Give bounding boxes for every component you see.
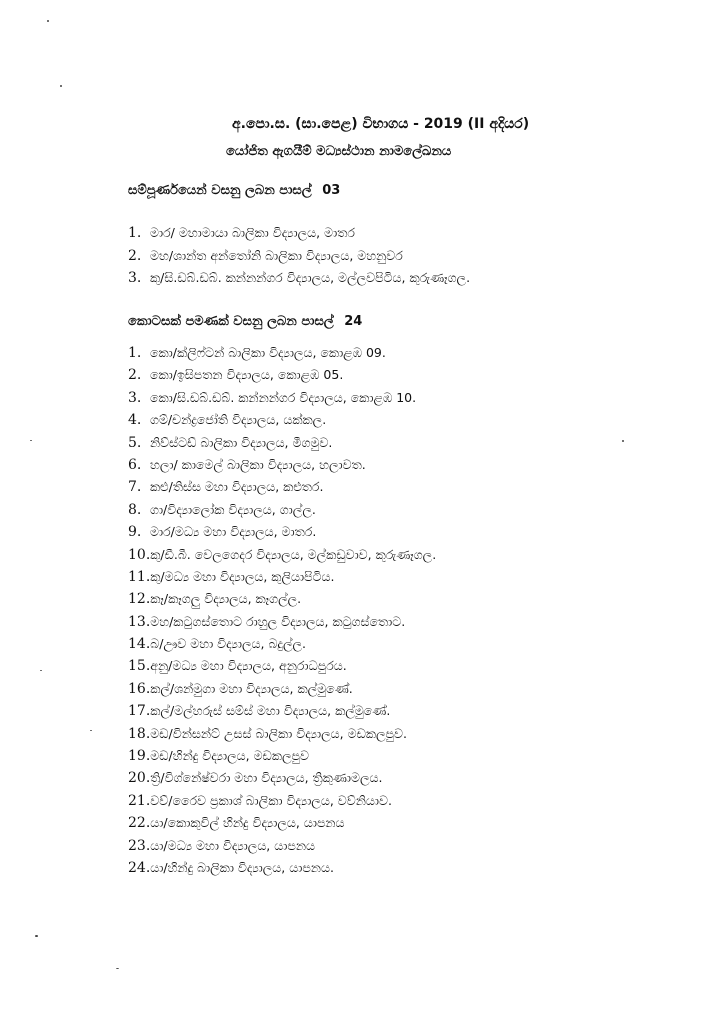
section-heading-partially-closed: [128, 314, 362, 329]
fully-closed-school-list: [128, 225, 470, 293]
section-count: 03: [322, 183, 341, 198]
item-number: 13.: [128, 613, 151, 630]
school-name: හලා/ කාමෙල් බාලිකා විද්‍යාලය, හලාවත.: [150, 456, 366, 472]
list-item: [128, 569, 436, 591]
item-number: 1.: [128, 345, 142, 361]
school-name: යා/හින්දු බාලිකා විද්‍යාලය, යාපනය.: [150, 859, 334, 875]
document-subtitle: යෝජිත ඇගයීම් මධ්‍යස්ථාන නාමලේඛනය: [226, 144, 452, 159]
section-heading-label: සම්පූර්ණයෙන් වසනු ලබන පාසල්: [128, 183, 312, 198]
school-name: නිව්ස්ටඩ් බාලිකා විද්‍යාලය, මීගමුව.: [150, 434, 333, 450]
section-heading-fully-closed: [128, 183, 340, 198]
list-item: [128, 248, 470, 271]
school-name: අනු/මධ්‍ය මහා විද්‍යාලය, අනුරාධපුරය.: [150, 658, 347, 674]
item-number: 18.: [128, 725, 151, 742]
item-number: 5.: [128, 434, 142, 451]
document-title: අ.පො.ස. (සා.පෙළ) විභාගය - 2019 (II අදියර): [232, 116, 530, 132]
item-number: 10.: [128, 546, 151, 563]
list-item: [128, 457, 436, 479]
school-name: කළු/තිස්ස මහා විද්‍යාලය, කළුතර.: [150, 479, 324, 495]
item-number: 15.: [128, 658, 151, 675]
school-name: වව්/රෙෙව ප්‍රකාශ් බාලිකා විද්‍යාලය, වව්නියාව.: [150, 792, 392, 808]
school-name: ගා/විද්‍යාලෝක විද්‍යාලය, ගාල්ල.: [150, 501, 316, 517]
list-item: [128, 838, 436, 860]
list-item: [128, 345, 436, 367]
section-count: 24: [344, 314, 363, 329]
school-name: කො/ඉසිපතන විද්‍යාලය, කොළඹ 05.: [150, 367, 344, 383]
school-name: කු/සි.ඩබ්.ඩබ්. කන්නන්ගර විද්‍යාලය, මල්ලවපිටිය, කුරුණෑගල.: [150, 270, 471, 285]
school-name: යා/කොකුවිල් හින්දු විද්‍යාලය, යාපනය: [150, 815, 345, 831]
item-number: 6.: [128, 456, 142, 473]
list-item: [128, 681, 436, 703]
school-name: ත්‍රි/විග්නේෂ්වරා මහා විද්‍යාලය, ත්‍රිකුණාමලය.: [150, 770, 383, 786]
school-name: මහ/ශාන්ත අන්තෝනි බාලිකා විද්‍යාලය, මහනුවර: [150, 247, 403, 263]
scan-speck: [90, 730, 92, 731]
school-name: බ/ඌව මහා විද්‍යාලය, බදුල්ල.: [150, 636, 307, 652]
scan-speck: [622, 440, 624, 442]
item-number: 4.: [128, 412, 142, 429]
list-item: [128, 748, 436, 770]
item-number: 3.: [128, 389, 142, 406]
list-item: [128, 815, 436, 837]
list-item: [128, 524, 436, 546]
list-item: [128, 614, 436, 636]
school-name: කෑ/කෑගලු විද්‍යාලය, කෑගල්ල.: [150, 591, 302, 607]
school-name: කු/ඩී.බී. වෙලගෙදර විද්‍යාලය, මල්කඩුවාව, කුරුණෑගල.: [150, 546, 437, 562]
item-number: 14.: [128, 636, 151, 653]
item-number: 11.: [128, 568, 151, 585]
school-name: යා/මධ්‍ය මහා විද්‍යාලය, යාපනය: [150, 837, 315, 853]
item-number: 1.: [128, 225, 142, 241]
list-item: [128, 658, 436, 680]
item-number: 16.: [128, 680, 151, 697]
scan-speck: [116, 968, 119, 969]
school-name: මාර/මධ්‍ය මහා විද්‍යාලය, මාතර.: [150, 524, 317, 540]
item-number: 2.: [128, 367, 142, 384]
item-number: 17.: [128, 703, 151, 720]
item-number: 8.: [128, 501, 142, 518]
list-item: [128, 225, 470, 248]
item-number: 21.: [128, 792, 151, 809]
list-item: [128, 703, 436, 725]
school-name: මඩ/හින්දු විද්‍යාලය, මඩකලපුව: [150, 748, 309, 764]
item-number: 20.: [128, 770, 151, 787]
school-name: කල්/ශන්මුගා මහා විද්‍යාලය, කල්මුණේ.: [150, 680, 353, 696]
list-item: [128, 793, 436, 815]
item-number: 19.: [128, 748, 151, 765]
list-item: [128, 547, 436, 569]
item-number: 24.: [128, 859, 151, 876]
item-number: 7.: [128, 479, 142, 496]
school-name: මහ/කටුගස්තොට රාහුල විද්‍යාලය, කටුගස්තොට.: [150, 613, 406, 629]
item-number: 2.: [128, 247, 142, 264]
school-name: කල්/මල්හරුස් සම්ස් මහා විද්‍යාලය, කල්මුණේ.: [150, 703, 391, 719]
section-heading-label: කොටසක් පමණක් වසනු ලබන පාසල්: [128, 314, 334, 329]
school-name: මාර/ මහාමායා බාලිකා විද්‍යාලය, මාතර: [150, 225, 355, 240]
partially-closed-school-list: [128, 345, 436, 882]
list-item: [128, 412, 436, 434]
list-item: [128, 479, 436, 501]
scan-speck: [60, 85, 62, 87]
scan-speck: [35, 935, 38, 937]
list-item: [128, 270, 470, 293]
list-item: [128, 367, 436, 389]
item-number: 23.: [128, 837, 151, 854]
item-number: 12.: [128, 591, 151, 608]
list-item: [128, 502, 436, 524]
item-number: 22.: [128, 815, 151, 832]
school-name: කු/මධ්‍ය මහා විද්‍යාලය, කුලියාපිටිය.: [150, 568, 335, 584]
list-item: [128, 390, 436, 412]
list-item: [128, 591, 436, 613]
list-item: [128, 860, 436, 882]
list-item: [128, 636, 436, 658]
school-name: මඩ/වින්සන්ට් උසස් බාලිකා විද්‍යාලය, මඩකලපුව.: [150, 725, 407, 741]
list-item: [128, 770, 436, 792]
school-name: ගම්/චන්ද්‍රජෝති විද්‍යාලය, යක්කල.: [150, 412, 327, 428]
list-item: [128, 435, 436, 457]
scan-speck: [47, 20, 49, 22]
scan-speck: [30, 440, 32, 441]
item-number: 9.: [128, 524, 142, 541]
school-name: කො/සි.ඩබ්.ඩබ්. කන්නන්ගර විද්‍යාලය, කොළඹ 10.: [150, 389, 417, 405]
school-name: කො/ක්ලිෆ්ටන් බාලිකා විද්‍යාලය, කොළඹ 09.: [150, 345, 386, 360]
list-item: [128, 726, 436, 748]
scan-speck: [40, 670, 42, 671]
item-number: 3.: [128, 270, 142, 286]
